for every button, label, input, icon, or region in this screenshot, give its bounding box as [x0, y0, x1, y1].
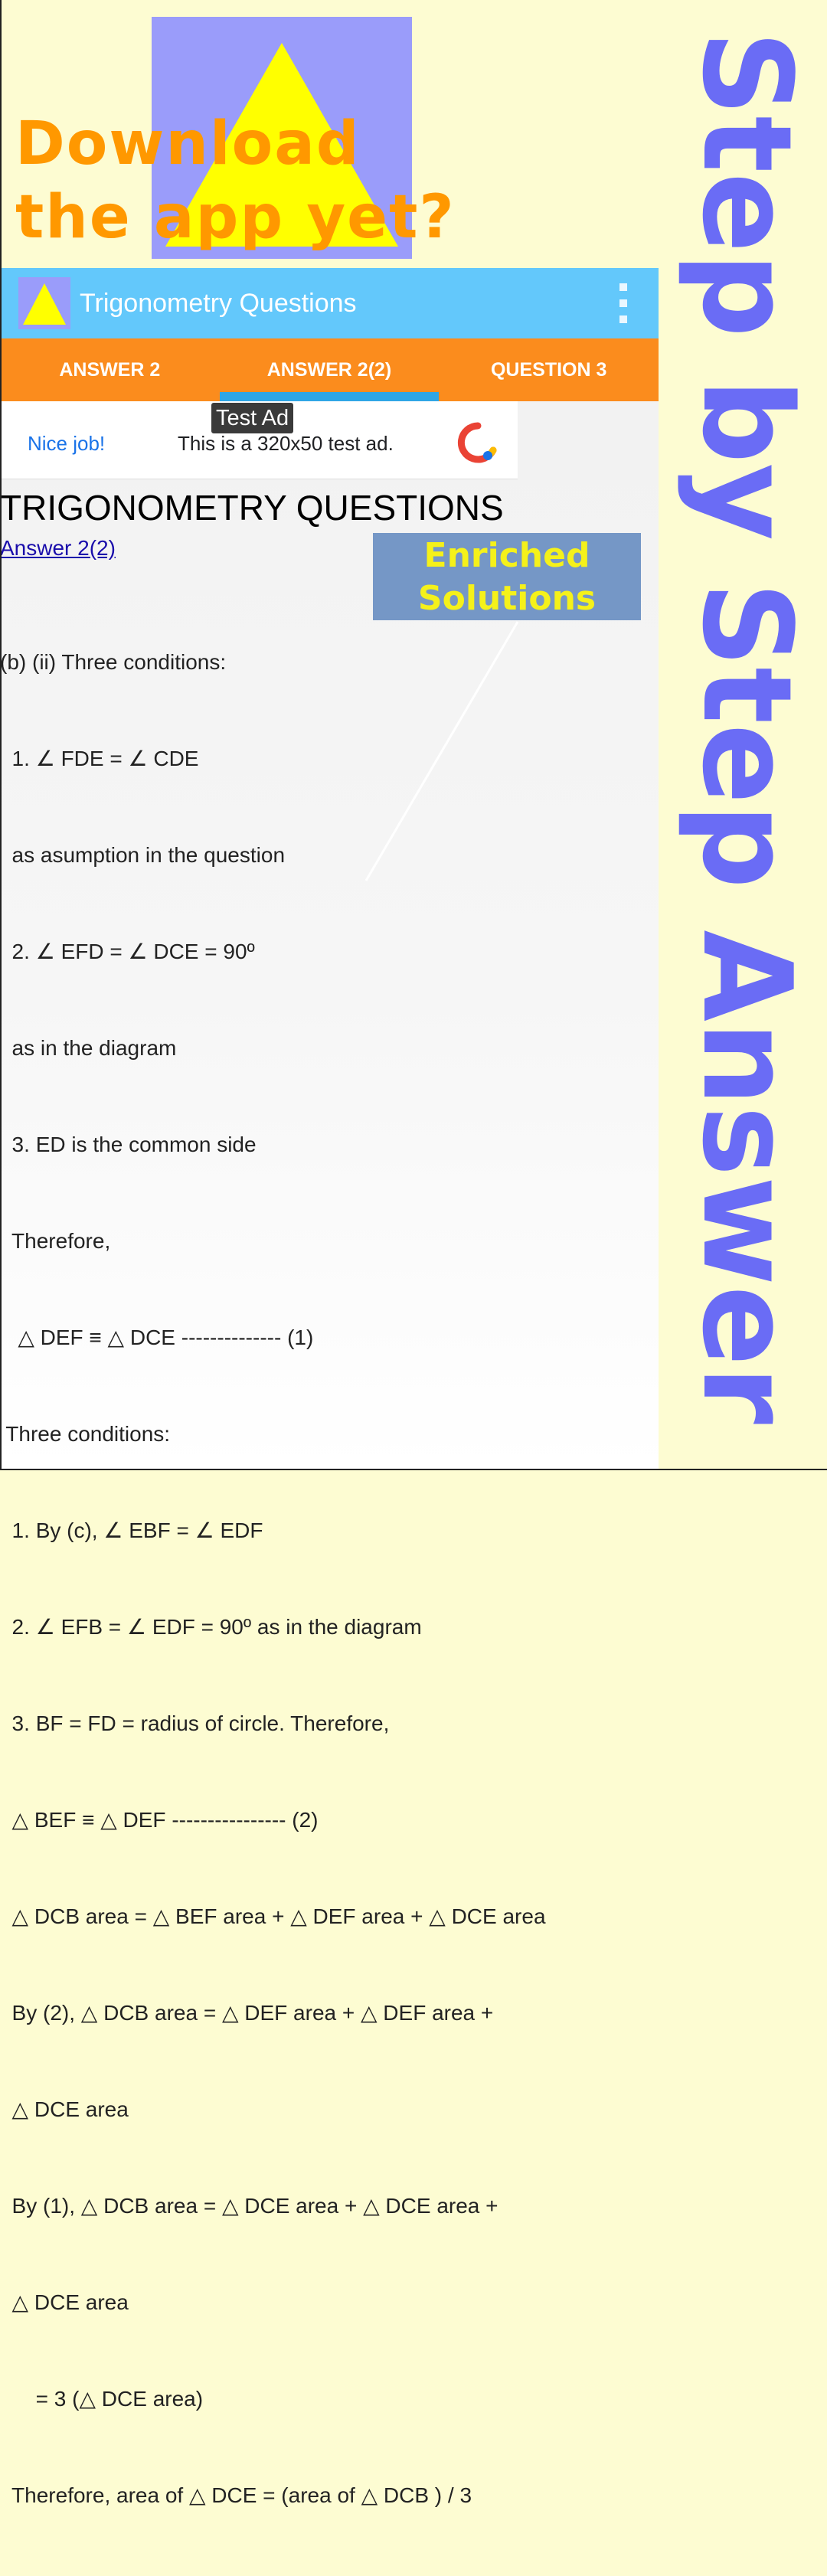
test-ad-label: Test Ad — [211, 403, 293, 433]
badge-line-2: Solutions — [417, 579, 597, 618]
side-text-label: Step by Step Answer — [675, 31, 819, 1473]
solution-line: By (1), △ DCB area = △ DCE area + △ DCE area + — [0, 2194, 498, 2218]
page-title: TRIGONOMETRY QUESTIONS — [0, 488, 504, 528]
tab-answer-2-2[interactable]: ANSWER 2(2) — [220, 338, 440, 401]
tab-bar — [0, 338, 659, 401]
triangle-logo-icon — [18, 277, 70, 329]
enriched-solutions-badge — [373, 533, 641, 620]
badge-pointer-line — [360, 619, 528, 884]
promo-side-text — [659, 0, 827, 1473]
solution-line: Three conditions: — [0, 1422, 171, 1446]
solution-line: 1. ∠ FDE = ∠ CDE — [0, 747, 199, 770]
app-title: Trigonometry Questions — [80, 288, 357, 318]
app-screen — [0, 268, 659, 2507]
solution-line: △ DEF ≡ △ DCE -------------- (1) — [0, 1326, 314, 1349]
promo-line-2: the app yet? — [15, 183, 456, 252]
solution-line: 3. BF = FD = radius of circle. Therefore, — [0, 1711, 390, 1735]
ad-nice-text: Nice job! — [28, 432, 106, 455]
solution-line: △ DCE area — [0, 2290, 129, 2314]
solution-line: △ BEF ≡ △ DEF ---------------- (2) — [0, 1808, 319, 1832]
solution-text — [0, 582, 659, 2576]
answer-link[interactable]: Answer 2(2) — [0, 536, 116, 560]
solution-line: △ DCE area — [0, 2097, 129, 2121]
promo-headline — [15, 107, 505, 254]
solution-line: △ DCB area = △ BEF area + △ DEF area + △ DCE area — [0, 1904, 546, 1928]
solution-line: 3. ED is the common side — [0, 1133, 257, 1156]
tab-answer-2[interactable]: ANSWER 2 — [59, 358, 161, 381]
ad-banner[interactable] — [0, 401, 518, 479]
app-bar — [0, 268, 659, 338]
promo-line-1: Download — [15, 110, 361, 178]
solution-line: as asumption in the question — [0, 843, 286, 867]
solution-line: as in the diagram — [0, 1036, 177, 1060]
solution-line: By (2), △ DCB area = △ DEF area + △ DEF area + — [0, 2001, 494, 2025]
ad-logo-icon — [456, 421, 499, 464]
solution-line: (b) (ii) Three conditions: — [0, 650, 227, 674]
solution-line: 2. ∠ EFD = ∠ DCE = 90º — [0, 940, 255, 963]
solution-line: Therefore, area of △ DCE = (area of △ DCB ) / 3 — [0, 2483, 472, 2507]
solution-line: 2. ∠ EFB = ∠ EDF = 90º as in the diagram — [0, 1615, 422, 1639]
solution-line: 1. By (c), ∠ EBF = ∠ EDF — [0, 1518, 263, 1542]
solution-line: Therefore, — [0, 1229, 111, 1253]
solution-line: = 3 (△ DCE area) — [0, 2387, 204, 2411]
badge-line-1: Enriched — [423, 536, 590, 575]
tab-question-3[interactable]: QUESTION 3 — [490, 358, 607, 381]
overflow-menu-icon[interactable] — [616, 283, 631, 323]
ad-description: This is a 320x50 test ad. — [178, 432, 394, 455]
